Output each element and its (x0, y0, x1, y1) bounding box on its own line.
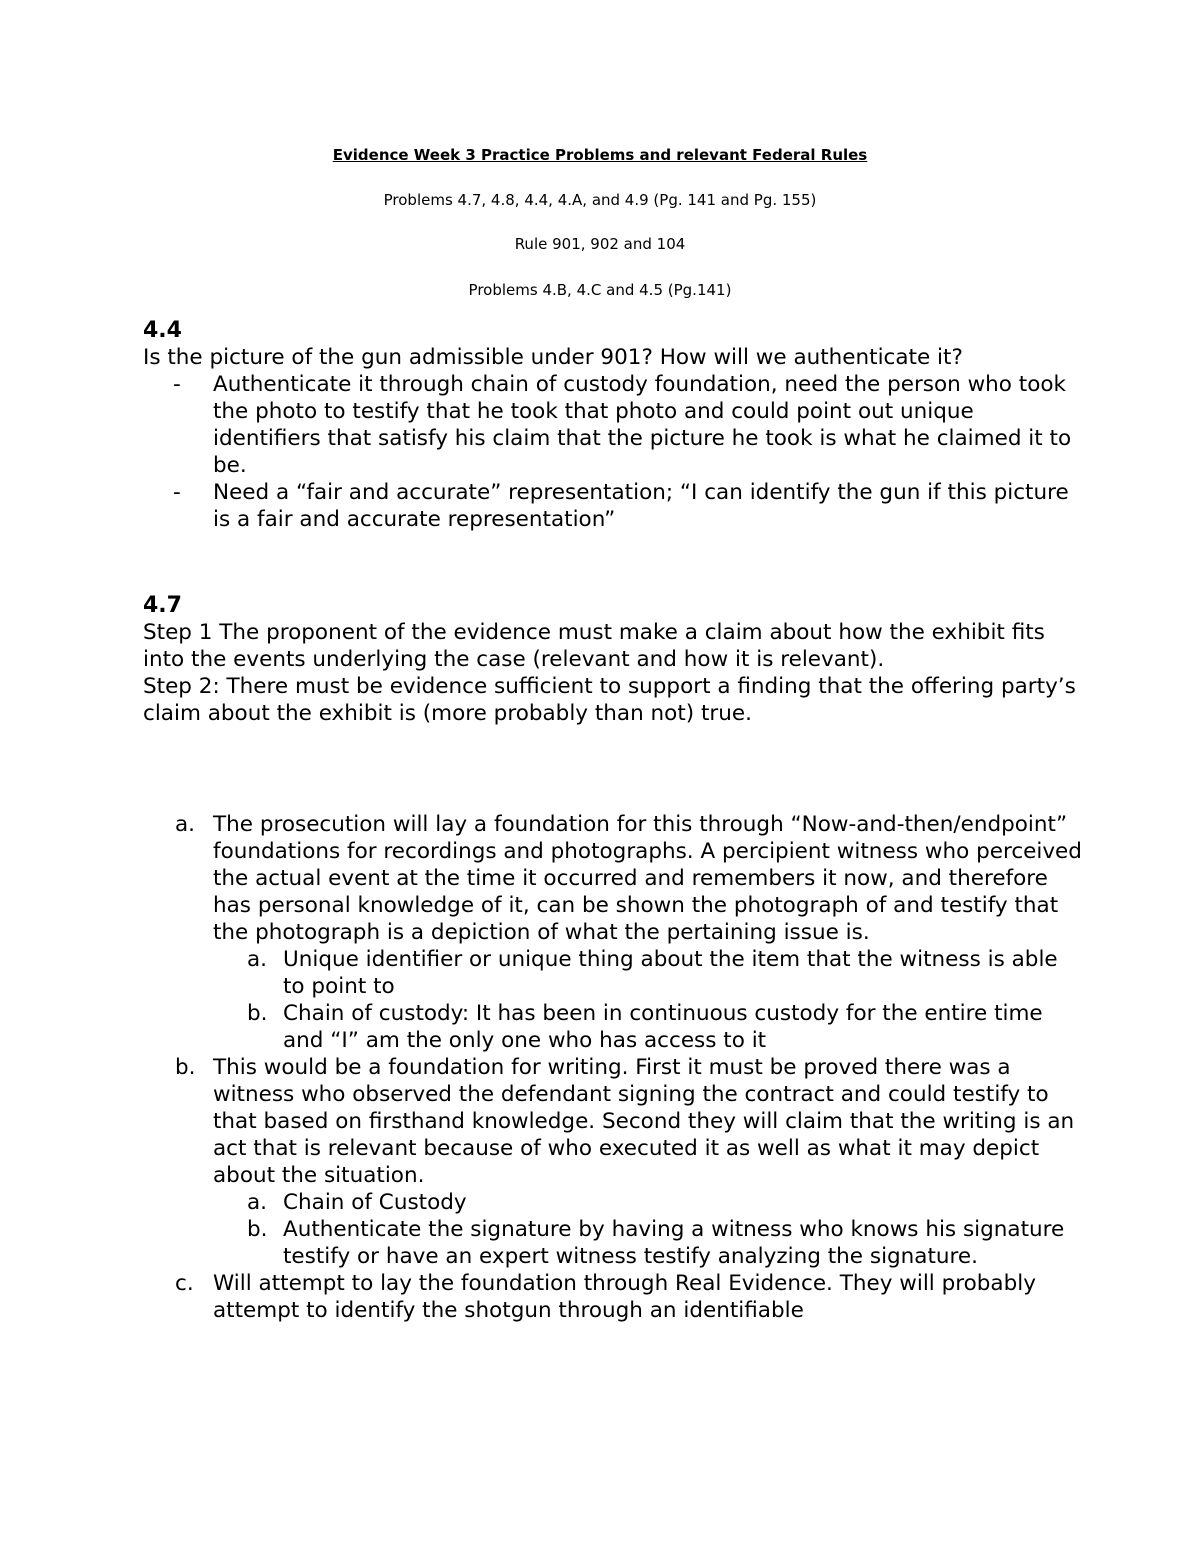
document-title: Evidence Week 3 Practice Problems and relevant Federal Rules (332, 146, 868, 164)
section-4-7 (143, 592, 1083, 727)
list-marker: a. (247, 947, 268, 972)
sub-list-item (143, 946, 1083, 1000)
bullet-item (143, 479, 1083, 533)
step-2-text: Step 2: There must be evidence sufficient to support a finding that the offering party’s claim about the exhibit is (more probably than not) true. (143, 674, 1076, 726)
list-marker: b. (175, 1055, 196, 1080)
section-heading: 4.7 (143, 593, 182, 618)
list-item-text: Chain of custody: It has been in continuous custody for the entire time and “I” am the only one who has access to it (283, 1001, 1043, 1053)
bullet-text: Authenticate it through chain of custody foundation, need the person who took the photo to testify that he took that photo and could point out unique identifiers that satisfy his claim that the picture he took is what he claimed it to be. (213, 372, 1072, 478)
section-heading: 4.4 (143, 318, 182, 343)
list-item-text: Authenticate the signature by having a witness who knows his signature testify or have an expert witness testify analyzing the signature. (283, 1217, 1065, 1269)
bullet-marker: - (173, 372, 181, 397)
rules-line: Rule 901, 902 and 104 (514, 235, 686, 253)
step-1-text: Step 1 The proponent of the evidence must make a claim about how the exhibit fits into the events underlying the case (relevant and how it is relevant). (143, 620, 1045, 672)
list-item-text: The prosecution will lay a foundation for this through “Now-and-then/endpoint” foundations for recordings and photographs. A percipient witness who perceived the actual event at the time it occurred and remembers it now, and therefore has personal knowledge of it, can be shown the photograph of and testify that the photograph is a depiction of what the pertaining issue is. (213, 812, 1082, 945)
list-marker: a. (247, 1190, 268, 1215)
problems-line: Problems 4.7, 4.8, 4.4, 4.A, and 4.9 (Pg. 141 and Pg. 155) (383, 191, 817, 209)
list-item-text: Unique identifier or unique thing about the item that the witness is able to point to (283, 947, 1058, 999)
list-item (143, 811, 1083, 946)
sub-list-item (143, 1216, 1083, 1270)
sub-list-item (143, 1189, 1083, 1216)
list-item-text: This would be a foundation for writing. First it must be proved there was a witness who observed the defendant signing the contract and could testify to that based on firsthand knowledge. Second they will claim that the writing is an act that is relevant because of who executed it as well as what it may depict about the situation. (213, 1055, 1075, 1188)
list-marker: b. (247, 1217, 268, 1242)
lettered-list (143, 811, 1083, 1324)
list-item (143, 1270, 1083, 1324)
list-marker: a. (175, 812, 196, 837)
list-item-text: Will attempt to lay the foundation through Real Evidence. They will probably attempt to identify the shotgun through an identifiable (213, 1271, 1036, 1323)
bullet-marker: - (173, 480, 181, 505)
list-item-text: Chain of Custody (283, 1190, 467, 1215)
sub-list-item (143, 1000, 1083, 1054)
bullet-item (143, 371, 1083, 479)
list-item (143, 1054, 1083, 1189)
bullet-text: Need a “fair and accurate” representation; “I can identify the gun if this picture is a fair and accurate representation” (213, 480, 1069, 532)
list-marker: b. (247, 1001, 268, 1026)
section-4-4 (143, 317, 1083, 533)
list-marker: c. (175, 1271, 194, 1296)
section-question: Is the picture of the gun admissible under 901? How will we authenticate it? (143, 345, 963, 370)
problems-line-2: Problems 4.B, 4.C and 4.5 (Pg.141) (468, 281, 732, 299)
